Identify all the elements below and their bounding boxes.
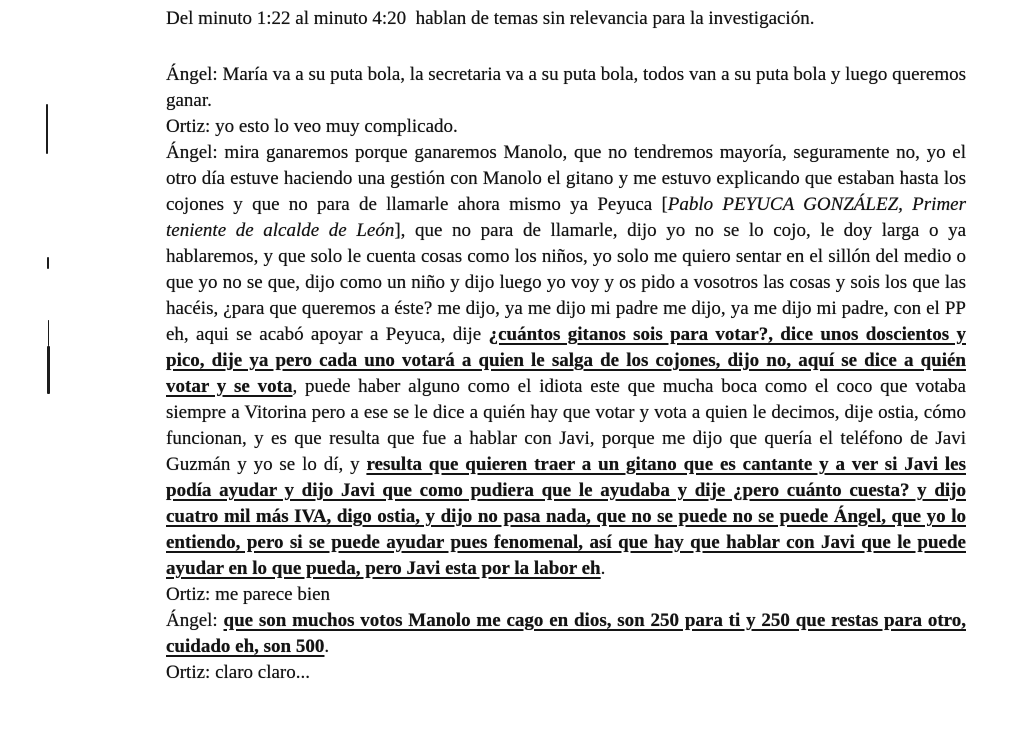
dialogue-angel-1	[166, 62, 966, 114]
margin-mark-bottom-thin	[48, 320, 49, 346]
speech-text: ], que no para de llamarle, dijo yo no se lo cojo, le doy larga o ya hablaremos, y que solo le cuenta cosas como los niños, yo solo me quiero sentar en el sillón del medio o que yo no se que, dijo como un niño y dijo luego yo voy y os pido a vosotros las cosas y sois los que las hacéis, ¿para que queremos a éste? me dijo, ya me dijo mi padre me dijo, ya me dijo mi padre, con el PP eh, aqui se acabó apoyar a Peyuca, dije	[166, 220, 966, 345]
highlighted-quote: que son muchos votos Manolo me cago en dios, son 250 para ti y 250 que restas para otro, cuidado eh, son 500	[166, 610, 966, 657]
intro-text: Del minuto 1:22 al minuto 4:20 hablan de temas sin relevancia para la investigación.	[166, 8, 815, 29]
dialogue-ortiz-2	[166, 582, 966, 608]
speech-text: Ortiz: claro claro...	[166, 662, 311, 683]
speech-text: .	[324, 636, 330, 657]
speech-text: Ortiz: me parece bien	[166, 584, 331, 605]
margin-mark-middle	[47, 257, 49, 269]
speech-text: .	[600, 558, 606, 579]
speaker-label: Ángel:	[166, 610, 224, 631]
dialogue-angel-2	[166, 140, 966, 582]
dialogue-angel-3	[166, 608, 966, 660]
transcriber-annotation: Pablo PEYUCA GONZÁLEZ, Primer teniente de alcalde de León	[166, 194, 966, 241]
margin-mark-bottom-thick	[47, 346, 50, 394]
margin-mark-top	[46, 104, 48, 154]
intro-line	[166, 6, 966, 32]
speech-text: Ángel: María va a su puta bola, la secretaria va a su puta bola, todos van a su puta bola y luego queremos ganar.	[166, 64, 966, 111]
transcript-page	[166, 6, 966, 686]
dialogue-ortiz-1	[166, 114, 966, 140]
dialogue-ortiz-3	[166, 660, 966, 686]
speech-text: , puede haber alguno como el idiota este que mucha boca como el coco que votaba siempre a Vitorina pero a ese se le dice a quién hay que votar y vota a quien le decimos, dije ostia, cómo funcionan, y es que resulta que fue a hablar con Javi, porque me dijo que quería el teléfono de Javi Guzmán y yo se lo dí, y	[166, 376, 966, 475]
highlighted-quote: resulta que quieren traer a un gitano que es cantante y a ver si Javi les podía ayudar y dijo Javi que como pudiera que le ayudaba y dije ¿pero cuánto cuesta? y dijo cuatro mil más IVA, digo ostia, y dijo no pasa nada, que no se puede no se puede Ángel, que yo lo entiendo, pero si se puede ayudar pues fenomenal, así que hay que hablar con Javi que le puede ayudar en lo que pueda, pero Javi esta por la labor eh	[166, 454, 966, 579]
speech-text: Ortiz: yo esto lo veo muy complicado.	[166, 116, 458, 137]
highlighted-quote: ¿cuántos gitanos sois para votar?, dice unos doscientos y pico, dije ya pero cada uno votará a quien le salga de los cojones, dijo no, aquí se dice a quién votar y se vota	[166, 324, 966, 397]
speech-text: Ángel: mira ganaremos porque ganaremos Manolo, que no tendremos mayoría, seguramente no, yo el otro día estuve haciendo una gestión con Manolo el gitano y me estuvo explicando que estaban hasta los cojones y que no para de llamarle ahora mismo ya Peyuca [	[166, 142, 966, 215]
